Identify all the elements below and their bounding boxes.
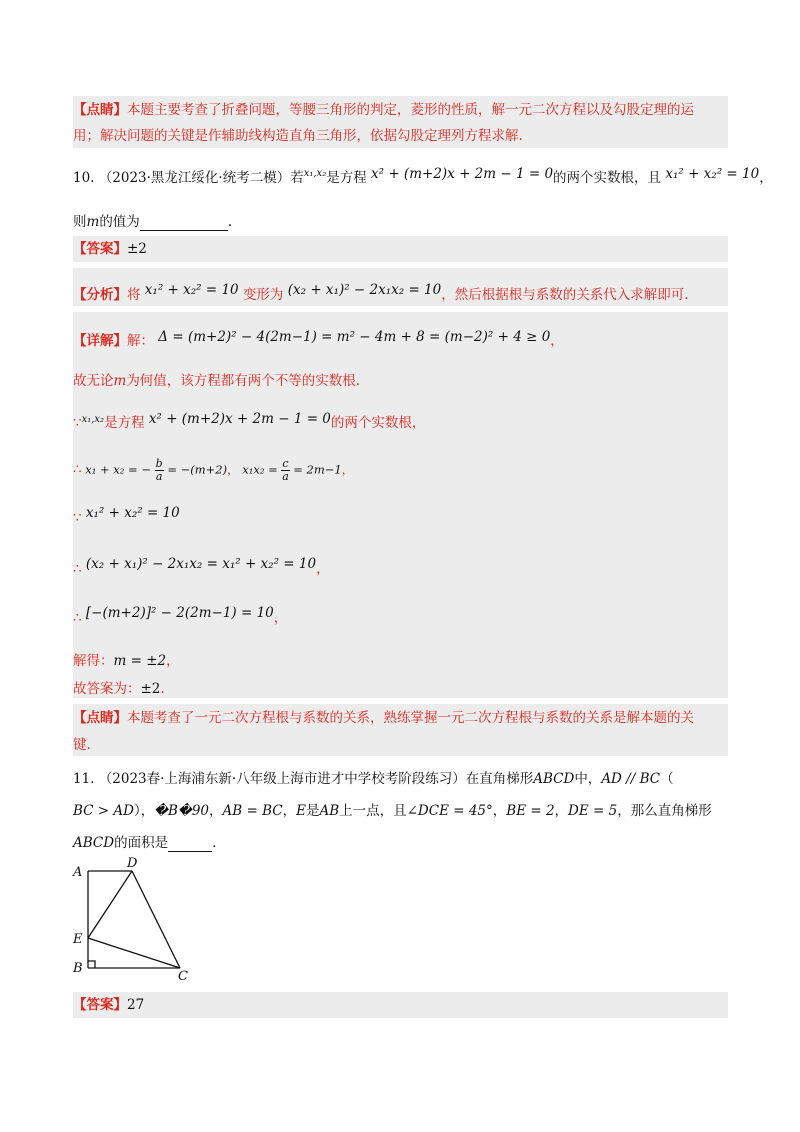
q11-line3: ABCD的面积是 . (73, 835, 217, 851)
q10-equation: x² + (m+2)x + 2m − 1 = 0 (371, 166, 554, 182)
segment-dc (132, 871, 180, 968)
label-e: E (73, 932, 83, 947)
solution-line-6: ∴ (x₂ + x₁)² − 2x₁x₂ = x₁² + x₂² = 10， (73, 556, 330, 577)
q10-source: （2023·黑龙江绥化·统考二模）若 (98, 170, 304, 186)
q11-number: 11. (73, 771, 95, 787)
label-b: B (73, 961, 83, 976)
label-a: A (73, 865, 83, 880)
solution-line-3: ∵$^{x_1,x_2}$是方程 x² + (m+2)x + 2m − 1 = 0的两个实数根， (73, 411, 426, 431)
q10-number: 10. (73, 170, 95, 186)
answer-11: 【答案】27 (73, 997, 145, 1013)
solution-line-delta: 【详解】解： Δ = (m+2)² − 4(2m−1) = m² − 4m + 8 = (m−2)² + 4 ≥ 0， (73, 329, 564, 349)
answer-box-10 (73, 236, 728, 262)
q10-condition: x₁² + x₂² = 10 (665, 166, 760, 182)
solution-line-5: ∵ x₁² + x₂² = 10 (73, 505, 180, 526)
dianjing-1-line2: 用；解决问题的关键是作辅助线构造直角三角形，依据勾股定理列方程求解. (73, 128, 523, 144)
q11-line1: 11. （2023春·上海浦东新·八年级上海市进才中学校考阶段练习）在直角梯形ABCD中，AD // BC（ (73, 771, 674, 787)
label-c: C (178, 969, 188, 984)
q10-line1: 10. （2023·黑龙江绥化·统考二模）若$^{x_1,x_2}$是方程 x² + (m+2)x + 2m − 1 = 0的两个实数根，且 x₁² + x₂² = 10， (73, 166, 773, 186)
segment-de (88, 871, 132, 938)
solution-line-4: ∴ x₁ + x₂ = − $\frac{b}{a}$ = −(m+2)， x₁x₂ = $\frac{c}{a}$ = 2m−1， (73, 457, 354, 483)
solution-line-2: 故无论m为何值，该方程都有两个不等的实数根. (73, 373, 361, 389)
answer-box-11 (73, 992, 728, 1018)
label-d: D (127, 856, 138, 871)
answer-blank[interactable] (140, 215, 228, 231)
dianjing-10-line1: 【点睛】本题考查了一元二次方程根与系数的关系，熟练掌握一元二次方程根与系数的关系是解本题的关 (73, 710, 694, 726)
solution-line-7: ∴ [−(m+2)]² − 2(2m−1) = 10， (73, 605, 288, 626)
segment-ec (88, 938, 180, 968)
solution-line-8: 解得：m = ±2， (73, 653, 180, 669)
dianjing-10-line2: 键. (73, 737, 91, 753)
answer-10: 【答案】±2 (73, 241, 147, 257)
trapezoid-figure (70, 855, 200, 985)
q10-line2: 则m的值为 . (73, 214, 233, 230)
q11-line2: BC > AD），�B�90，AB = BC，E是AB上一点，且∠DCE = 45°，BE = 2，DE = 5，那么直角梯形 (73, 803, 712, 819)
dianjing-tag: 【点睛】 (73, 102, 127, 118)
solution-line-9: 故答案为：±2. (73, 681, 165, 697)
analysis-10: 【分析】将 x₁² + x₂² = 10 变形为 (x₂ + x₁)² − 2x₁x₂ = 10，然后根据根与系数的关系代入求解即可. (73, 282, 689, 303)
answer-blank-11[interactable] (168, 836, 212, 852)
dianjing-1-line1: 【点睛】本题主要考查了折叠问题，等腰三角形的判定，菱形的性质，解一元二次方程以及勾股定理的运 (73, 102, 694, 118)
right-angle-mark (88, 961, 95, 968)
